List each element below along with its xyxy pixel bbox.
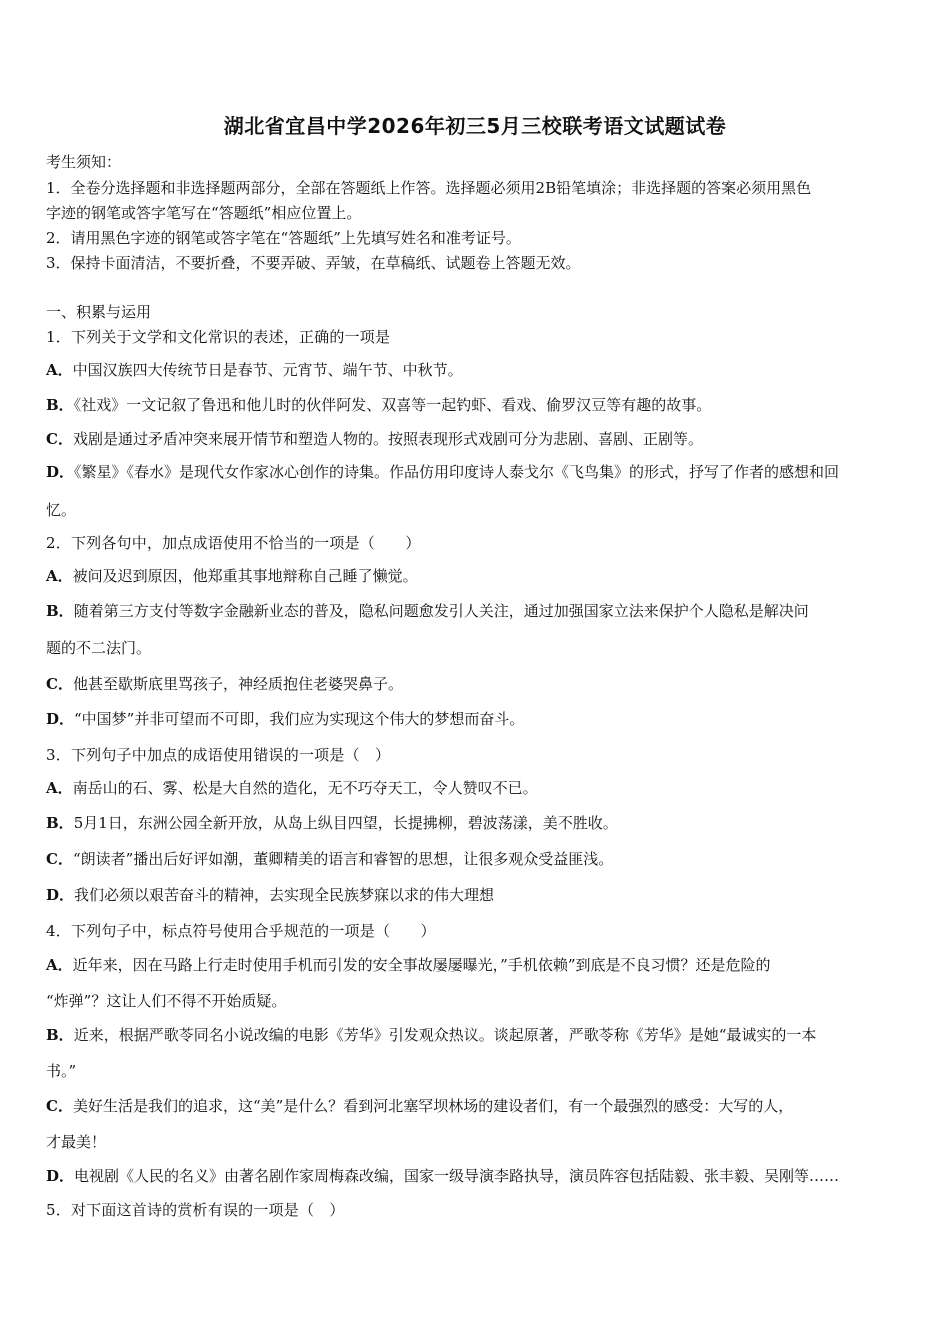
option-text: 《繁星》《春水》是现代女作家冰心创作的诗集。作品仿用印度诗人泰戈尔《飞鸟集》的形式，抒写了作者的感想和回 <box>74 463 840 481</box>
option-d <box>46 709 908 729</box>
option-letter: B． <box>46 1026 74 1044</box>
option-continuation: 才最美！ <box>46 1133 107 1151</box>
option-a <box>46 566 908 586</box>
option-letter: C． <box>46 850 73 868</box>
option-continuation: “炸弹”？这让人们不得不开始质疑。 <box>46 992 287 1010</box>
section-heading: 一、积累与运用 <box>46 303 152 321</box>
option-letter: B． <box>46 396 74 414</box>
option-letter: B． <box>46 814 74 832</box>
option-text: 近年来，因在马路上行走时使用手机而引发的安全事故屡屡曝光，”手机依赖”到底是不良习惯？还是危险的 <box>72 956 771 974</box>
option-letter: C． <box>46 675 73 693</box>
option-c <box>46 429 908 449</box>
option-text: 电视剧《人民的名义》由著名剧作家周梅森改编，国家一级导演李路执导，演员阵容包括陆毅、张丰毅、吴刚等…… <box>74 1167 840 1185</box>
option-text: 南岳山的石、雾、松是大自然的造化，无不巧夺天工，令人赞叹不已。 <box>72 779 538 797</box>
option-continuation: 忆。 <box>46 501 77 519</box>
option-text: “中国梦”并非可望而不可即，我们应为实现这个伟大的梦想而奋斗。 <box>74 710 525 728</box>
option-a <box>46 955 908 975</box>
page-title: 湖北省宜昌中学2026年初三5月三校联考语文试题试卷 <box>223 114 727 138</box>
question-stem: 3．下列句子中加点的成语使用错误的一项是（ ） <box>46 746 391 764</box>
option-d <box>46 462 908 482</box>
notice-line: 1．全卷分选择题和非选择题两部分，全部在答题纸上作答。选择题必须用2B铅笔填涂；非选择题的答案必须用黑色 <box>46 179 812 197</box>
option-text: 中国汉族四大传统节日是春节、元宵节、端午节、中秋节。 <box>72 361 463 379</box>
option-letter: B． <box>46 602 74 620</box>
option-letter: A． <box>46 361 73 379</box>
notice-heading: 考生须知： <box>46 153 122 171</box>
option-d <box>46 885 908 905</box>
option-b <box>46 813 908 833</box>
option-continuation: 书。” <box>46 1062 77 1080</box>
option-text: 《社戏》一文记叙了鲁迅和他儿时的伙伴阿发、双喜等一起钓虾、看戏、偷罗汉豆等有趣的故事。 <box>73 396 712 414</box>
option-letter: D． <box>46 1167 75 1185</box>
option-a <box>46 360 908 380</box>
option-a <box>46 778 908 798</box>
option-text: 美好生活是我们的追求，这“美”是什么？看到河北塞罕坝林场的建设者们，有一个最强烈的感受：大写的人， <box>72 1097 794 1115</box>
notice-line: 字迹的钢笔或答字笔写在“答题纸”相应位置上。 <box>46 204 362 222</box>
option-b <box>46 395 908 415</box>
option-text: 近来，根据严歌苓同名小说改编的电影《芳华》引发观众热议。谈起原著，严歌苓称《芳华》是她“最诚实的一本 <box>73 1026 817 1044</box>
option-continuation: 题的不二法门。 <box>46 639 152 657</box>
option-letter: D． <box>46 463 75 481</box>
option-text: 5月1日，东洲公园全新开放，从岛上纵目四望，长提拂柳，碧波荡漾，美不胜收。 <box>73 814 618 832</box>
option-text: 我们必须以艰苦奋斗的精神，去实现全民族梦寐以求的伟大理想 <box>74 886 495 904</box>
notice-line: 2．请用黑色字迹的钢笔或答字笔在“答题纸”上先填写姓名和准考证号。 <box>46 229 521 247</box>
option-c <box>46 674 908 694</box>
option-text: 被问及迟到原因，他郑重其事地辩称自己睡了懒觉。 <box>72 567 418 585</box>
option-b <box>46 1025 908 1045</box>
option-letter: D． <box>46 886 75 904</box>
option-c <box>46 1096 908 1116</box>
question-stem: 5．对下面这首诗的赏析有误的一项是（ ） <box>46 1201 345 1219</box>
option-b <box>46 601 908 621</box>
option-c <box>46 849 908 869</box>
option-letter: A． <box>46 567 73 585</box>
option-text: 戏剧是通过矛盾冲突来展开情节和塑造人物的。按照表现形式戏剧可分为悲剧、喜剧、正剧等。 <box>72 430 703 448</box>
option-text: 他甚至歇斯底里骂孩子，神经质抱住老婆哭鼻子。 <box>72 675 403 693</box>
question-stem: 1．下列关于文学和文化常识的表述，正确的一项是 <box>46 328 391 346</box>
option-letter: D． <box>46 710 75 728</box>
question-stem: 4．下列句子中，标点符号使用合乎规范的一项是（ ） <box>46 922 436 940</box>
option-letter: A． <box>46 956 73 974</box>
option-letter: C． <box>46 1097 73 1115</box>
notice-line: 3．保持卡面清洁，不要折叠，不要弄破、弄皱，在草稿纸、试题卷上答题无效。 <box>46 254 581 272</box>
option-text: 随着第三方支付等数字金融新业态的普及，隐私问题愈发引人关注，通过加强国家立法来保护个人隐私是解决问 <box>73 602 809 620</box>
option-letter: A． <box>46 779 73 797</box>
option-d <box>46 1166 908 1186</box>
option-text: “朗读者”播出后好评如潮，董卿精美的语言和睿智的思想，让很多观众受益匪浅。 <box>72 850 614 868</box>
option-letter: C． <box>46 430 73 448</box>
question-stem: 2．下列各句中，加点成语使用不恰当的一项是（ ） <box>46 534 421 552</box>
